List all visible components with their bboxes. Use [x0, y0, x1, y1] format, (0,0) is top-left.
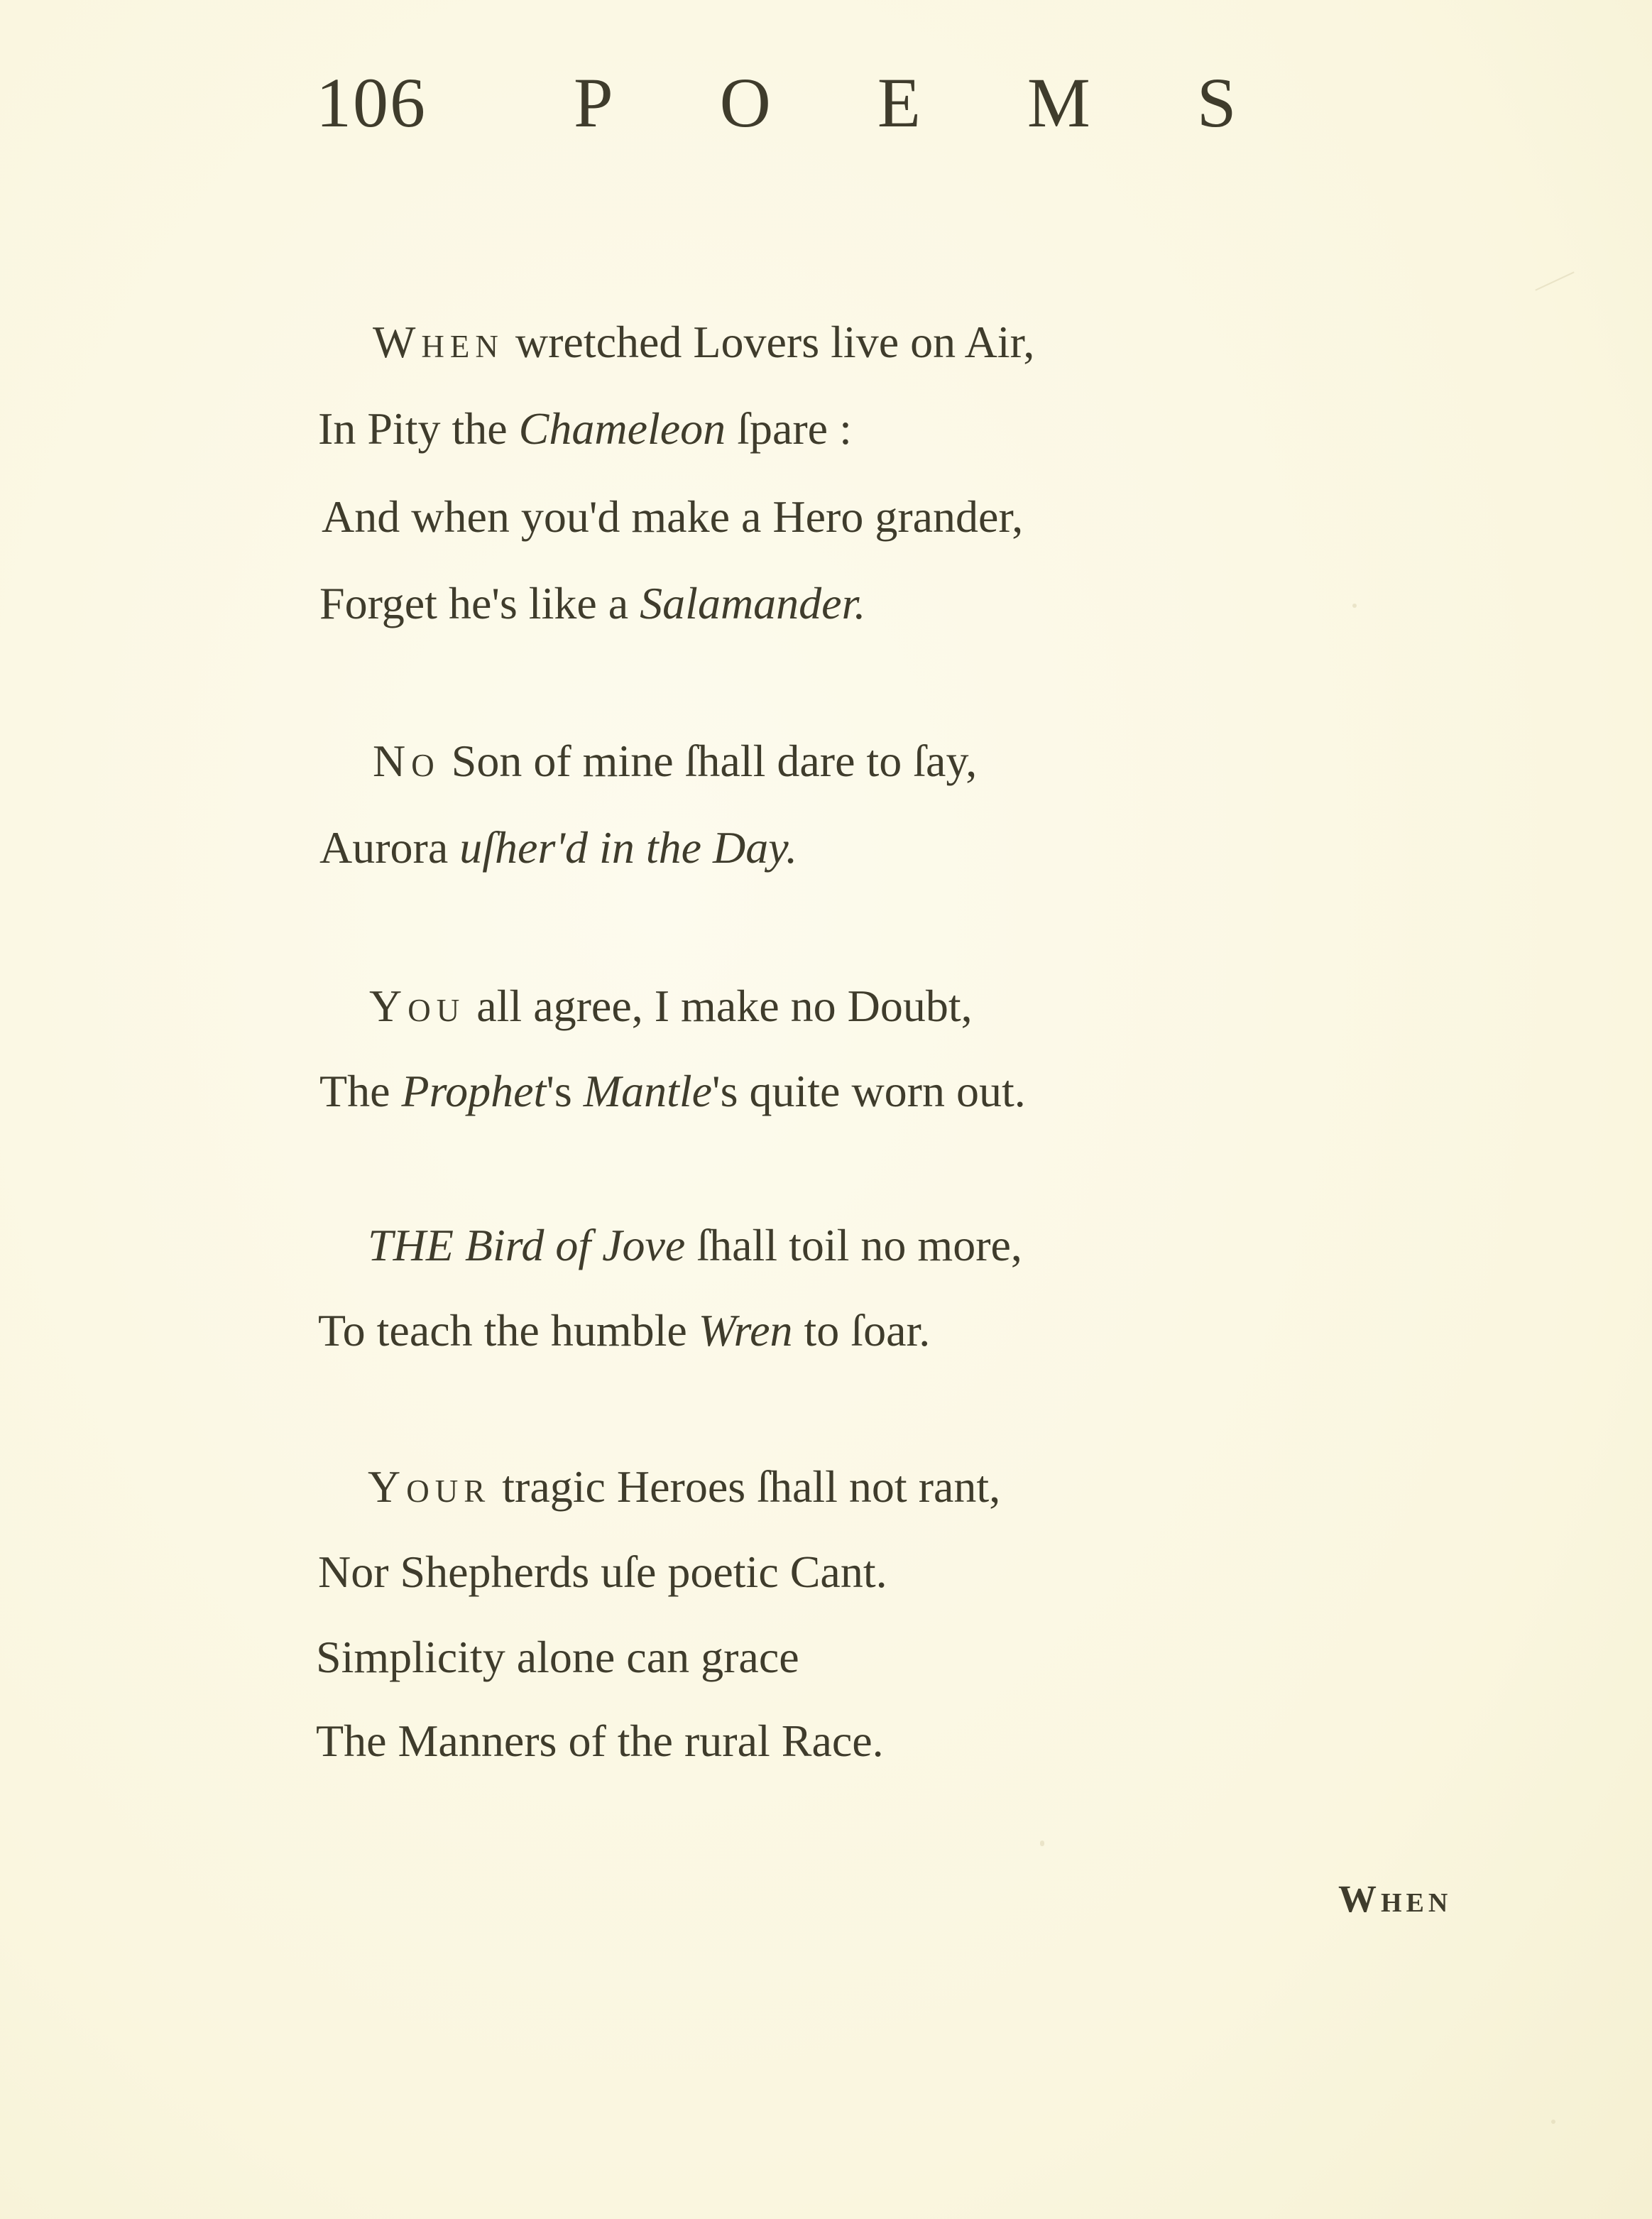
italic-text: uſher'd in the Day.: [459, 822, 798, 873]
small-caps-lead: No: [373, 736, 440, 786]
italic-text: Prophet: [401, 1066, 547, 1116]
small-caps-lead: You: [369, 981, 466, 1031]
small-caps-lead: When: [373, 317, 504, 367]
verse-line: [319, 1066, 1026, 1116]
verse-line: [318, 403, 852, 454]
line-text: Forget he's like a: [319, 578, 640, 628]
line-text: wretched Lovers live on Air,: [503, 317, 1035, 367]
line-text: all agree, I make no Doubt,: [465, 981, 973, 1031]
verse-line: [368, 1220, 1022, 1270]
italic-text: THE Bird of Jove: [368, 1220, 686, 1270]
italic-text: Salamander.: [640, 578, 866, 628]
paper-speck: [1040, 1841, 1044, 1846]
catchword: When: [1338, 1877, 1453, 1920]
verse-line: [318, 1305, 931, 1356]
italic-text: Wren: [698, 1305, 793, 1356]
line-text: tragic Heroes ſhall not rant,: [491, 1461, 1001, 1512]
paper-speck: [1551, 2120, 1555, 2124]
verse-line: The Manners of the rural Race.: [316, 1716, 884, 1766]
line-text: The: [319, 1066, 402, 1116]
page-number: 106: [316, 63, 427, 142]
line-text: to ſoar.: [792, 1305, 931, 1356]
line-text: To teach the humble: [318, 1305, 699, 1356]
verse-line: Nor Shepherds uſe poetic Cant.: [318, 1547, 887, 1597]
running-title: POEMS: [574, 63, 1343, 142]
italic-text: Chameleon: [518, 403, 726, 454]
line-text: ſpare :: [726, 403, 852, 454]
verse-line: [319, 822, 798, 873]
paper-speck: [1535, 271, 1574, 290]
line-text: Aurora: [319, 822, 460, 873]
small-caps-lead: Your: [368, 1461, 491, 1512]
line-text: ſhall toil no more,: [685, 1220, 1022, 1270]
verse-line: [373, 738, 977, 784]
verse-line: [369, 983, 973, 1029]
line-text: Son of mine ſhall dare to ſay,: [439, 736, 978, 786]
verse-line: And when you'd make a Hero grander,: [322, 491, 1024, 542]
paper-speck: [1352, 604, 1357, 608]
line-text: 's: [546, 1066, 584, 1116]
line-text: In Pity the: [318, 403, 519, 454]
verse-line: [319, 578, 866, 628]
italic-text: Mantle: [583, 1066, 713, 1116]
verse-line: Simplicity alone can grace: [316, 1632, 799, 1682]
verse-line: [373, 317, 1035, 367]
verse-line: [368, 1461, 1001, 1512]
line-text: 's quite worn out.: [712, 1066, 1026, 1116]
